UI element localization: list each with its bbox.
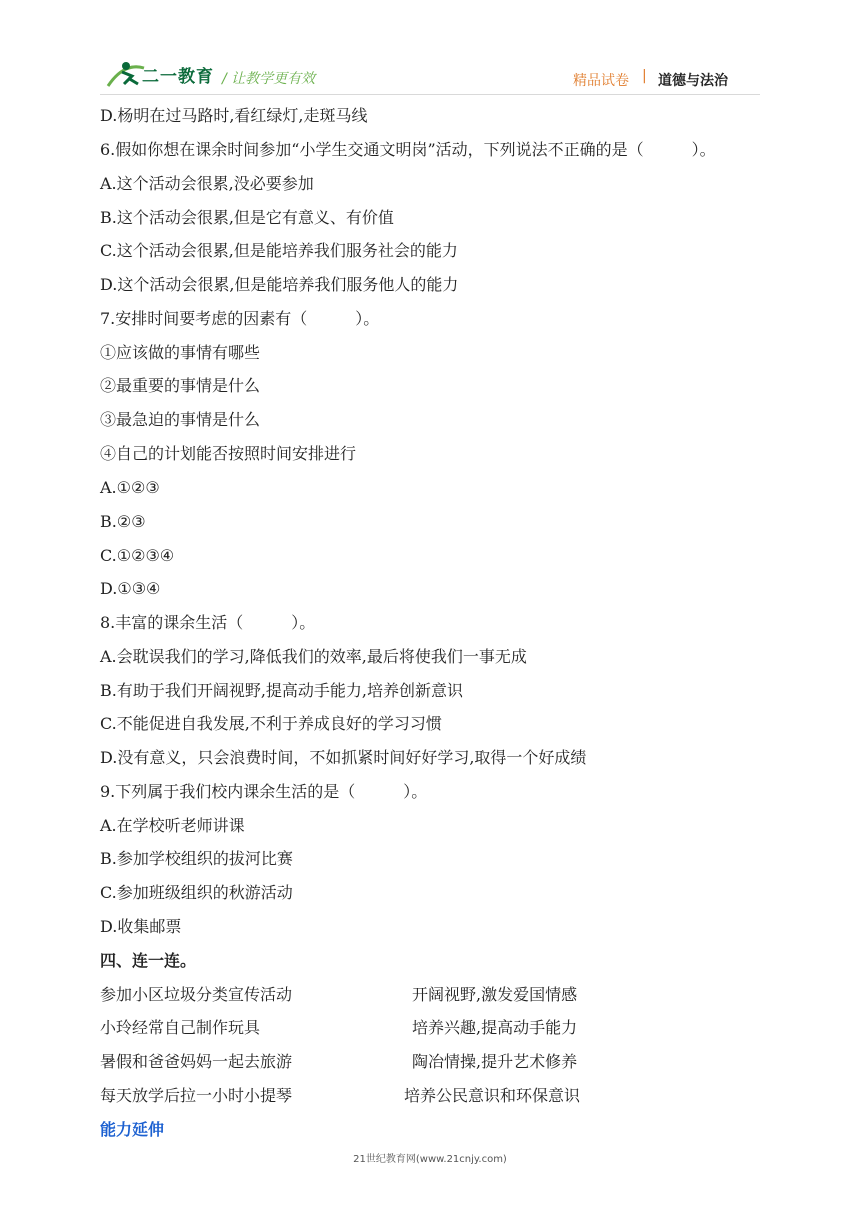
header-divider: [100, 94, 760, 95]
question-8: 8.丰富的课余生活（ ）。: [100, 613, 316, 632]
option: D.没有意义，只会浪费时间，不如抓紧时间好好学习,取得一个好成绩: [100, 748, 587, 767]
option: C.参加班级组织的秋游活动: [100, 883, 293, 902]
match-left-item: 参加小区垃圾分类宣传活动: [100, 985, 293, 1004]
item: ③最急迫的事情是什么: [100, 410, 261, 429]
option: A.会耽误我们的学习,降低我们的效率,最后将使我们一事无成: [100, 647, 527, 666]
match-right-item: 培养公民意识和环保意识: [404, 1086, 581, 1105]
section-extend-title: 能力延伸: [100, 1120, 165, 1139]
option: A.①②③: [100, 478, 160, 497]
page-footer: 21世纪教育网(www.21cnjy.com): [353, 1154, 507, 1165]
match-right-item: 陶冶情操,提升艺术修养: [412, 1052, 578, 1071]
page-header: [0, 0, 860, 100]
category-right: 道德与法治: [658, 73, 728, 89]
option: C.这个活动会很累,但是能培养我们服务社会的能力: [100, 241, 458, 260]
match-left-item: 每天放学后拉一小时小提琴: [100, 1086, 293, 1105]
logo-text: 二一教育: [142, 67, 214, 87]
question-7: 7.安排时间要考虑的因素有（ ）。: [100, 309, 380, 328]
item: ④自己的计划能否按照时间安排进行: [100, 444, 357, 463]
section-4-title: 四、连一连。: [100, 951, 197, 970]
option: A.这个活动会很累,没必要参加: [100, 174, 314, 193]
match-left-item: 暑假和爸爸妈妈一起去旅游: [100, 1052, 293, 1071]
option: B.有助于我们开阔视野,提高动手能力,培养创新意识: [100, 681, 464, 700]
option: B.参加学校组织的拔河比赛: [100, 849, 293, 868]
line: D.杨明在过马路时,看红绿灯,走斑马线: [100, 106, 368, 125]
question-6: 6.假如你想在课余时间参加“小学生交通文明岗”活动，下列说法不正确的是（ ）。: [100, 140, 716, 159]
category-left: 精品试卷: [573, 73, 629, 89]
match-right-item: 开阔视野,激发爱国情感: [412, 985, 578, 1004]
match-right-item: 培养兴趣,提高动手能力: [412, 1018, 578, 1037]
option: C.不能促进自我发展,不利于养成良好的学习习惯: [100, 714, 442, 733]
option: D.收集邮票: [100, 917, 182, 936]
option: B.这个活动会很累,但是它有意义、有价值: [100, 208, 394, 227]
option: D.①③④: [100, 579, 161, 598]
match-left-item: 小玲经常自己制作玩具: [100, 1018, 261, 1037]
option: A.在学校听老师讲课: [100, 816, 245, 835]
header-separator: |: [642, 68, 647, 84]
item: ①应该做的事情有哪些: [100, 343, 261, 362]
option: B.②③: [100, 512, 146, 531]
item: ②最重要的事情是什么: [100, 376, 261, 395]
slogan: / 让教学更有效: [222, 71, 316, 87]
option: C.①②③④: [100, 546, 175, 565]
question-9: 9.下列属于我们校内课余生活的是（ ）。: [100, 782, 428, 801]
option: D.这个活动会很累,但是能培养我们服务他人的能力: [100, 275, 459, 294]
